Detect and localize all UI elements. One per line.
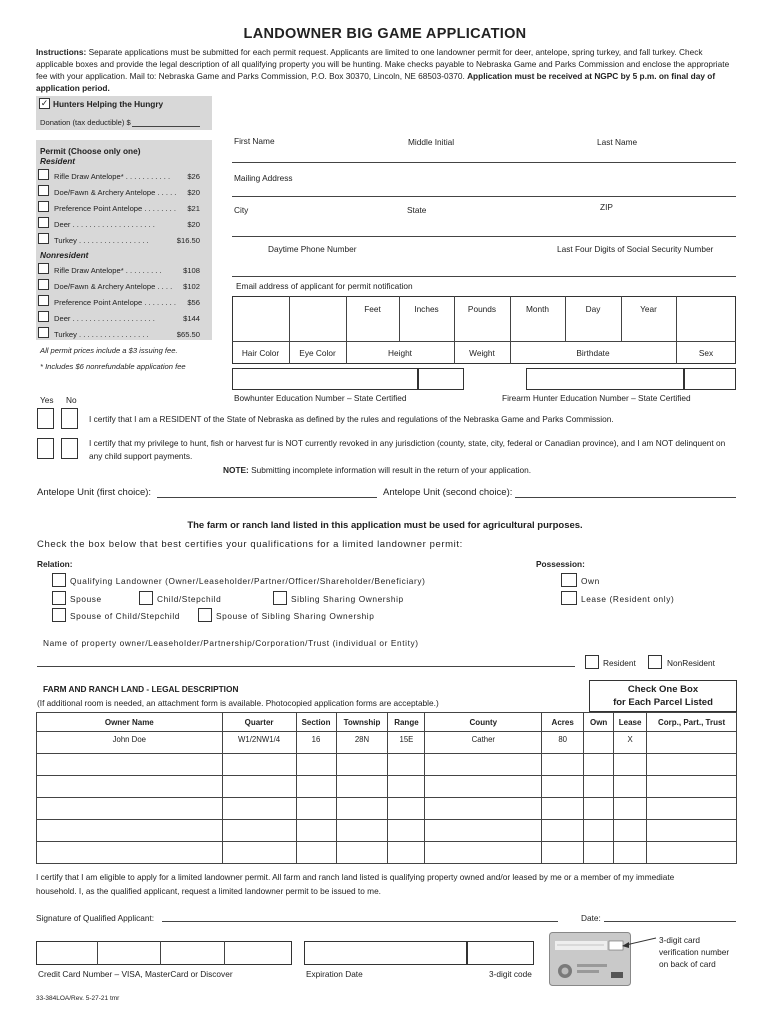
check-one-line2: for Each Parcel Listed: [613, 697, 713, 708]
resident-checkbox[interactable]: [585, 655, 599, 669]
pounds-label: Pounds: [467, 304, 497, 314]
legal-column-header: Owner Name: [37, 713, 223, 732]
table-cell[interactable]: [542, 798, 584, 820]
arrow-icon: [620, 935, 660, 949]
legal-column-header: Range: [388, 713, 425, 732]
name-field-line[interactable]: [232, 162, 736, 163]
middle-initial-label: Middle Initial: [408, 137, 455, 147]
resident-permit-checkbox[interactable]: [38, 233, 49, 244]
table-cell[interactable]: [584, 842, 614, 864]
donation-label: Donation (tax deductible) $: [40, 118, 131, 127]
no-label: No: [66, 395, 77, 405]
feet-label: Feet: [364, 304, 381, 314]
legal-column-header: Acres: [542, 713, 584, 732]
bowhunter-label: Bowhunter Education Number – State Certified: [234, 393, 407, 403]
signature-field[interactable]: [162, 921, 558, 922]
spouse-child-label: Spouse of Child/Stepchild: [70, 611, 181, 621]
property-owner-label: Name of property owner/Leaseholder/Partnership/Corporation/Trust (individual or Entity): [43, 638, 419, 648]
legal-column-header: Lease: [614, 713, 647, 732]
note-text: Submitting incomplete information will result in the return of your application.: [251, 465, 532, 475]
expiration-date-label: Expiration Date: [306, 969, 363, 979]
resident-permit-checkbox[interactable]: [38, 201, 49, 212]
state-label: State: [407, 205, 427, 215]
resident-permit-label: Deer . . . . . . . . . . . . . . . . . . . .: [54, 220, 155, 229]
table-cell[interactable]: [296, 842, 336, 864]
nonresident-permit-label: Deer . . . . . . . . . . . . . . . . . . . .: [54, 314, 155, 323]
child-label: Child/Stepchild: [157, 594, 222, 604]
mailing-address-label: Mailing Address: [234, 173, 293, 183]
incomplete-note: [223, 465, 531, 475]
antelope-first-label: Antelope Unit (first choice):: [37, 487, 152, 498]
instructions-text: Separate applications must be submitted for each permit request. Applicants are limited to one landowner permit for deer, antelope, spring turkey, and fall turkey. Check applicable boxes and provide the legal description of all qualifying property you will be hunting. Make checks payable to Nebraska Game and Parks Commission and enclose the appropriate fee with your application. Mail to: Nebraska Game and Parks Commission, P.O. Box 30370, Lincoln, NE 68503-0370.: [36, 47, 730, 81]
cvv-field[interactable]: [467, 941, 534, 965]
first-name-label: First Name: [234, 136, 275, 146]
instructions: [36, 46, 736, 94]
inches-label: Inches: [414, 304, 439, 314]
table-cell[interactable]: [336, 820, 388, 842]
firearm-number-field[interactable]: [526, 368, 684, 390]
resident-permit-label: Preference Point Antelope . . . . . . . .: [54, 204, 176, 213]
instructions-label: Instructions:: [36, 47, 87, 57]
antelope-first-field[interactable]: [157, 497, 377, 498]
nonresident-permit-label: Rifle Draw Antelope* . . . . . . . . .: [54, 266, 162, 275]
table-cell[interactable]: [37, 776, 223, 798]
note-label: NOTE:: [223, 465, 249, 475]
legal-table-header: [37, 713, 737, 732]
cc-divider: [97, 941, 98, 965]
city-field-line[interactable]: [232, 236, 736, 237]
nonresident-permit-checkbox[interactable]: [38, 295, 49, 306]
zip-label: ZIP: [600, 202, 613, 212]
table-cell[interactable]: [614, 776, 647, 798]
cvv-label: 3-digit code: [489, 969, 532, 979]
privilege-yes-checkbox[interactable]: [37, 438, 54, 459]
table-cell[interactable]: [336, 776, 388, 798]
hunters-helping-checkbox[interactable]: ✓: [40, 98, 49, 108]
nonresident-permit-checkbox[interactable]: [38, 279, 49, 290]
table-cell[interactable]: [647, 732, 737, 754]
bowhunter-number-field[interactable]: [232, 368, 418, 390]
resident-permit-price: $26: [187, 172, 200, 181]
resident-permit-checkbox[interactable]: [38, 169, 49, 180]
nonresident-label: Nonresident: [40, 250, 89, 260]
resident-label: Resident: [40, 156, 76, 166]
resident-permit-price: $20: [187, 220, 200, 229]
table-cell[interactable]: [584, 776, 614, 798]
nonresident-permit-price: $144: [183, 314, 200, 323]
grid-col: [565, 296, 566, 341]
table-cell[interactable]: 15E: [388, 732, 425, 754]
spouse-sibling-checkbox[interactable]: [198, 608, 212, 622]
table-cell[interactable]: [222, 842, 296, 864]
sibling-label: Sibling Sharing Ownership: [291, 594, 404, 604]
city-label: City: [234, 205, 249, 215]
credit-card-label: Credit Card Number – VISA, MasterCard or Discover: [38, 969, 233, 979]
table-cell[interactable]: [296, 776, 336, 798]
grid-divider: [232, 341, 736, 342]
spouse-checkbox[interactable]: [52, 591, 66, 605]
privilege-no-checkbox[interactable]: [61, 438, 78, 459]
lease-checkbox[interactable]: [561, 591, 577, 605]
resident-certification-text: I certify that I am a RESIDENT of the State of Nebraska as defined by the rules and regulations of the Nebraska Game and Parks Commission.: [89, 414, 614, 424]
resident-permit-price: $16.50: [176, 236, 200, 245]
table-cell[interactable]: John Doe: [37, 732, 223, 754]
table-row: [37, 732, 737, 754]
table-cell[interactable]: [425, 776, 542, 798]
table-cell[interactable]: 28N: [336, 732, 388, 754]
resident-permit-checkbox[interactable]: [38, 185, 49, 196]
yes-label: Yes: [40, 395, 54, 405]
own-label: Own: [581, 576, 600, 586]
table-cell[interactable]: [37, 798, 223, 820]
resident-permit-price: $21: [187, 204, 200, 213]
hair-color-label: Hair Color: [241, 348, 280, 358]
child-checkbox[interactable]: [139, 591, 153, 605]
table-cell[interactable]: [614, 754, 647, 776]
date-field[interactable]: [604, 921, 736, 922]
mailing-address-field-line[interactable]: [232, 196, 736, 197]
eye-color-label: Eye Color: [299, 348, 336, 358]
table-cell[interactable]: [584, 798, 614, 820]
resident-permit-label: Rifle Draw Antelope* . . . . . . . . . . .: [54, 172, 171, 181]
cc-divider: [160, 941, 161, 965]
qualification-instruction: Check the box below that best certifies your qualifications for a limited landowner permit:: [37, 539, 463, 550]
resident-option-label: Resident: [603, 658, 636, 668]
day-label: Day: [585, 304, 601, 314]
legal-column-header: Quarter: [222, 713, 296, 732]
permit-fee-note: All permit prices include a $3 issuing fee.: [40, 346, 178, 355]
nonresident-permit-label: Turkey . . . . . . . . . . . . . . . . .: [54, 330, 149, 339]
resident-permit-price: $20: [187, 188, 200, 197]
table-cell[interactable]: [336, 754, 388, 776]
card-back-image: [549, 932, 631, 986]
resident-yes-checkbox[interactable]: [37, 408, 54, 429]
own-checkbox[interactable]: [561, 573, 577, 587]
weight-label: Weight: [469, 348, 495, 358]
credit-card-number-field[interactable]: [36, 941, 292, 965]
page-title: LANDOWNER BIG GAME APPLICATION: [243, 26, 527, 42]
firearm-state-field[interactable]: [684, 368, 736, 390]
table-cell[interactable]: [388, 842, 425, 864]
table-cell[interactable]: [542, 820, 584, 842]
birthdate-label: Birthdate: [576, 348, 610, 358]
year-label: Year: [640, 304, 657, 314]
legal-column-header: Corp., Part., Trust: [647, 713, 737, 732]
relation-label: Relation:: [37, 559, 73, 569]
table-cell[interactable]: [222, 798, 296, 820]
nonresident-permit-price: $65.50: [176, 330, 200, 339]
hunters-helping-label: Hunters Helping the Hungry: [53, 99, 164, 109]
expiration-date-field[interactable]: [304, 941, 467, 965]
table-cell[interactable]: [584, 820, 614, 842]
spouse-child-checkbox[interactable]: [52, 608, 66, 622]
table-cell[interactable]: [647, 820, 737, 842]
phone-label: Daytime Phone Number: [268, 244, 357, 254]
nonresident-permit-checkbox[interactable]: [38, 311, 49, 322]
table-cell[interactable]: [296, 798, 336, 820]
table-row: [37, 798, 737, 820]
table-cell[interactable]: [296, 754, 336, 776]
nonresident-option-label: NonResident: [667, 658, 715, 668]
nonresident-permit-price: $108: [183, 266, 200, 275]
table-cell[interactable]: W1/2NW1/4: [222, 732, 296, 754]
property-owner-field[interactable]: [37, 666, 575, 667]
legal-description-table: [36, 712, 737, 864]
month-label: Month: [525, 304, 550, 314]
table-cell[interactable]: [647, 842, 737, 864]
sibling-checkbox[interactable]: [273, 591, 287, 605]
nonresident-permit-price: $102: [183, 282, 200, 291]
firearm-label: Firearm Hunter Education Number – State Certified: [502, 393, 691, 403]
table-cell[interactable]: [647, 754, 737, 776]
legal-column-header: Section: [296, 713, 336, 732]
table-cell[interactable]: [296, 820, 336, 842]
table-cell[interactable]: [425, 798, 542, 820]
card-note-line1: 3-digit card: [659, 935, 701, 945]
nonresident-permit-checkbox[interactable]: [38, 327, 49, 338]
table-cell[interactable]: [388, 798, 425, 820]
table-cell[interactable]: [542, 842, 584, 864]
nonresident-checkbox[interactable]: [648, 655, 662, 669]
sex-label: Sex: [698, 348, 714, 358]
antelope-second-field[interactable]: [515, 497, 736, 498]
legal-column-header: County: [425, 713, 542, 732]
table-cell[interactable]: [542, 754, 584, 776]
table-cell[interactable]: [614, 798, 647, 820]
height-label: Height: [388, 348, 412, 358]
table-cell[interactable]: 80: [542, 732, 584, 754]
nonresident-permit-label: Preference Point Antelope . . . . . . . .: [54, 298, 176, 307]
table-row: [37, 820, 737, 842]
table-cell[interactable]: [647, 776, 737, 798]
bowhunter-state-field[interactable]: [418, 368, 464, 390]
nonresident-permit-label: Doe/Fawn & Archery Antelope . . . .: [54, 282, 173, 291]
table-cell[interactable]: [614, 842, 647, 864]
spouse-sibling-label: Spouse of Sibling Sharing Ownership: [216, 611, 375, 621]
table-cell[interactable]: [542, 776, 584, 798]
grid-col: [399, 296, 400, 341]
table-cell[interactable]: [425, 820, 542, 842]
table-cell[interactable]: Cather: [425, 732, 542, 754]
legal-table-body: [37, 732, 737, 864]
table-cell[interactable]: 16: [296, 732, 336, 754]
form-number: 33-384LOA/Rev. 5-27-21 tmr: [36, 995, 120, 1002]
legal-column-header: Own: [584, 713, 614, 732]
qualifying-landowner-label: Qualifying Landowner (Owner/Leaseholder/Partner/Officer/Shareholder/Beneficiary): [70, 576, 426, 586]
lease-label: Lease (Resident only): [581, 594, 675, 604]
instructions-deadline: Application must be received at NGPC by 5 p.m. on final day of application period.: [36, 71, 716, 93]
table-cell[interactable]: [388, 754, 425, 776]
table-cell[interactable]: [388, 820, 425, 842]
ssn-label: Last Four Digits of Social Security Number: [557, 244, 714, 254]
grid-col: [621, 296, 622, 341]
table-cell[interactable]: X: [614, 732, 647, 754]
table-row: [37, 776, 737, 798]
check-one-line1: Check One Box: [627, 684, 699, 695]
table-cell[interactable]: [584, 732, 614, 754]
table-cell[interactable]: [425, 754, 542, 776]
table-cell[interactable]: [584, 754, 614, 776]
email-label: Email address of applicant for permit notification: [236, 281, 413, 291]
legal-description-subtext: (If additional room is needed, an attachment form is available. Photocopied application forms are acceptable.): [37, 698, 439, 708]
signature-label: Signature of Qualified Applicant:: [36, 913, 155, 923]
table-cell[interactable]: [222, 820, 296, 842]
possession-label: Possession:: [536, 559, 585, 569]
resident-no-checkbox[interactable]: [61, 408, 78, 429]
privilege-certification-line2: any child support payments.: [89, 451, 193, 461]
resident-permit-checkbox[interactable]: [38, 217, 49, 228]
date-label: Date:: [581, 913, 601, 923]
cc-divider: [224, 941, 225, 965]
table-cell[interactable]: [614, 820, 647, 842]
privilege-certification-line1: I certify that my privilege to hunt, fish or harvest fur is NOT currently revoked in any jurisdiction (county, state, city, federal or Canadian province), and I am NOT delinquent on: [89, 438, 726, 448]
table-cell[interactable]: [222, 776, 296, 798]
spouse-label: Spouse: [70, 594, 102, 604]
table-cell[interactable]: [37, 842, 223, 864]
application-fee-note: * Includes $6 nonrefundable application fee: [40, 362, 186, 371]
nonresident-permit-checkbox[interactable]: [38, 263, 49, 274]
table-row: [37, 842, 737, 864]
card-note-line2: verification number: [659, 947, 730, 957]
qualifying-landowner-checkbox[interactable]: [52, 573, 66, 587]
table-cell[interactable]: [37, 754, 223, 776]
table-row: [37, 754, 737, 776]
phone-field-line[interactable]: [232, 276, 736, 277]
table-cell[interactable]: [336, 842, 388, 864]
nonresident-permit-price: $56: [187, 298, 200, 307]
table-cell[interactable]: [425, 842, 542, 864]
table-cell[interactable]: [37, 820, 223, 842]
table-cell[interactable]: [222, 754, 296, 776]
resident-permit-label: Turkey . . . . . . . . . . . . . . . . .: [54, 236, 149, 245]
table-cell[interactable]: [336, 798, 388, 820]
antelope-second-label: Antelope Unit (second choice):: [383, 487, 513, 498]
legal-description-heading: FARM AND RANCH LAND - LEGAL DESCRIPTION: [43, 684, 239, 694]
table-cell[interactable]: [388, 776, 425, 798]
donation-field[interactable]: [132, 126, 200, 127]
table-cell[interactable]: [647, 798, 737, 820]
resident-permit-label: Doe/Fawn & Archery Antelope . . . . .: [54, 188, 177, 197]
final-certification-line2: household. I, as the qualified applicant, request a limited landowner permit to be issued to me.: [36, 886, 381, 896]
card-note-line3: on back of card: [659, 959, 716, 969]
farm-statement: The farm or ranch land listed in this application must be used for agricultural purposes.: [187, 520, 583, 531]
legal-column-header: Township: [336, 713, 388, 732]
last-name-label: Last Name: [597, 137, 638, 147]
permit-heading: Permit (Choose only one): [40, 146, 141, 156]
final-certification-line1: I certify that I am eligible to apply for a limited landowner permit. All farm and ranch land listed is qualifying property owned and/or leased by me or a member of my immediate: [36, 872, 675, 882]
